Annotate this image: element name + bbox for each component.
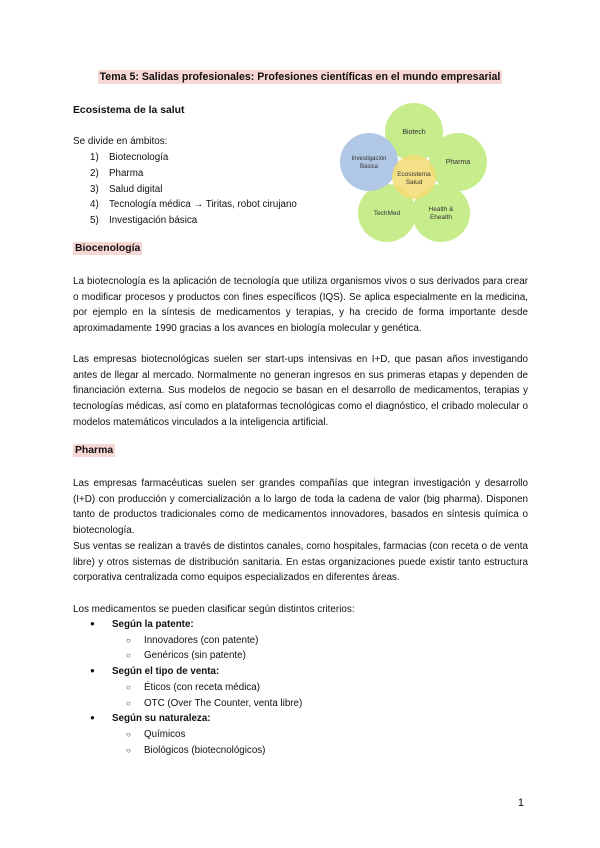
list-item: 5) Investigación básica (90, 215, 198, 227)
pharma-paragraph-1: Las empresas farmacéuticas suelen ser grandes compañías que integran investigación y desarrollo (I+D) con producción y comercialización a lo largo de toda la cadena de valor (big pharma). Disponen tanto de productos tradicionales como de medicamentos innovadores, basados en síntesis química o biotecnología. (73, 478, 528, 537)
list-item: 2) Pharma (90, 167, 144, 179)
investigacion-circle (340, 133, 398, 191)
page-title: Tema 5: Salidas profesionales: Profesiones científicas en el mundo empresarial (99, 71, 501, 83)
list-item: 4) Tecnología médica → Tiritas, robot cirujano (90, 199, 297, 211)
criteria-subitem: ○ Químicos (90, 727, 510, 743)
biotecnologia-paragraph-2: Las empresas biotecnológicas suelen ser start-ups intensivas en I+D, que pasan años investigando antes de llegar al mercado. Normalmente no generan ingresos en sus primeras etapas y dependen de financiación externa. Sus modelos de negocio se basan en el desarrollo de medicamentos, terapias y tecnologías médicas, así como en plataformas tecnológicas como el diagnóstico, el cribado molecular o modelos matemáticos vinculados a la inteligencia artificial. (73, 354, 528, 428)
pharma-criteria-intro: Los medicamentos se pueden clasificar según distintos criterios: (73, 604, 355, 615)
biotecnologia-heading: Biocenología (75, 243, 141, 254)
criteria-item: ● Según la patente: (90, 617, 510, 633)
biotech-label: Biotech (402, 129, 426, 136)
pharma-heading: Pharma (75, 445, 114, 456)
center-label-1: Ecosistema (397, 171, 431, 178)
pharma-paragraph-2: Sus ventas se realizan a través de distintos canales, como hospitales, farmacias (con receta o de venta libre) y otros sistemas de distribución sanitaria. En estas organizaciones puede existir tanto estructura corporativa centralizada como equipos especializados en diferentes áreas. (73, 541, 528, 584)
criteria-subitem: ○ Biológicos (biotecnológicos) (90, 743, 510, 759)
criteria-subitem: ○ Innovadores (con patente) (90, 633, 510, 649)
biotecnologia-paragraph-1: La biotecnología es la aplicación de tecnología que utiliza organismos vivos o sus derivados para crear o modificar procesos y productos con fines específicos (IQS). Se aplica especialmente en la medicina, por ejemplo en la síntesis de medicamentos y terapias, y ha crecido de forma importante desde aproximadamente 1990 gracias a los avances en biología molecular y genética. (73, 276, 528, 335)
center-label-2: Salud (405, 179, 423, 186)
list-item: 3) Salud digital (90, 183, 163, 195)
investigacion-label-1: Investigación (351, 156, 387, 162)
pharma-label: Pharma (445, 159, 471, 166)
criteria-subitem: ○ Genéricos (sin patente) (90, 648, 510, 664)
criteria-subitem: ○ Éticos (con receta médica) (90, 680, 510, 696)
page-number: 1 (517, 797, 524, 809)
techmed-label: TechMed (373, 210, 401, 217)
criteria-subitem: ○ OTC (Over The Counter, venta libre) (90, 696, 510, 712)
health-label-2: Ehealth (429, 214, 453, 221)
ecosystem-list (90, 150, 297, 229)
ecosystem-diagram (330, 95, 500, 250)
ecosystem-intro: Se divide en ámbitos: (73, 136, 168, 147)
list-item: 1) Biotecnología (90, 152, 169, 163)
ecosystem-heading: Ecosistema de la salut (73, 105, 185, 116)
criteria-item: ● Según su naturaleza: (90, 711, 510, 727)
health-label-1: Health & (428, 206, 454, 213)
criteria-list (90, 617, 510, 758)
criteria-item: ● Según el tipo de venta: (90, 664, 510, 680)
investigacion-label-2: Básica (359, 164, 379, 170)
